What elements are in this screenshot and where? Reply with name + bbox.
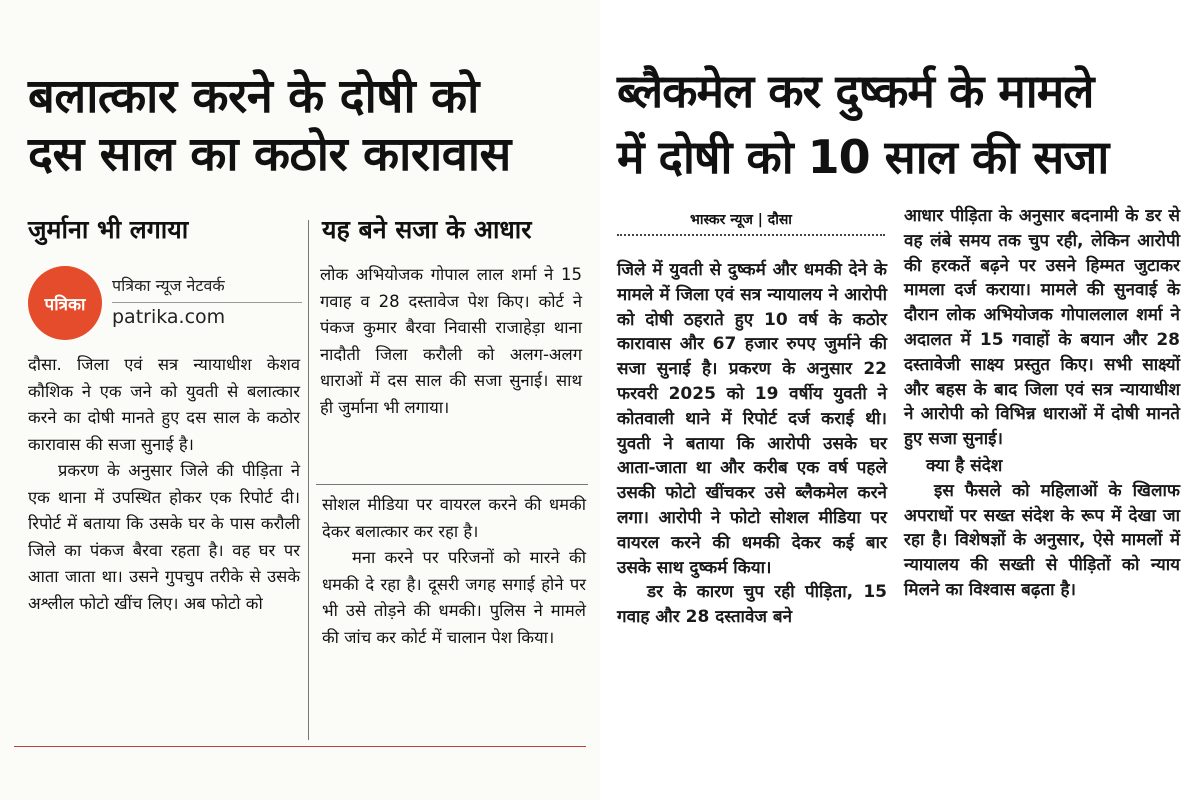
left-bottom-rule	[14, 746, 586, 747]
byline: भास्कर न्यूज | दौसा	[690, 212, 792, 228]
right-body-col1	[617, 258, 887, 630]
basis-text: लोक अभियोजक गोपाल लाल शर्मा ने 15 गवाह व 28 दस्तावेज पेश किए। कोर्ट ने पंकज कुमार बैरवा निवासी राजाहेड़ा थाना नादौती जिला करौली को अलग-अलग धाराओं में दस साल की सजा सुनाई। साथ ही जुर्माना भी लगाया।	[320, 265, 582, 417]
left-body-col2	[322, 492, 586, 651]
right-body-col2	[904, 204, 1180, 603]
byline-dotted-rule	[617, 234, 885, 236]
left-column-rule	[308, 220, 309, 740]
left-subhead-fine: जुर्माना भी लगाया	[28, 215, 189, 244]
left-body-col1	[28, 352, 300, 617]
left-subhead-basis: यह बने सजा के आधार	[322, 215, 532, 244]
right-body-col1-para1: जिले में युवती से दुष्कर्म और धमकी देने के मामले में जिला एवं सत्र न्यायालय ने आरोपी को दोषी ठहराते हुए 10 वर्ष के कठोर कारावास और 67 हजार रुपए जुर्माने की सजा सुनाई है। प्रकरण के अनुसार 22 फरवरी 2025 को 19 वर्षीय युवती ने कोतवाली थाने में रिपोर्ट दर्ज कराई थी। युवती ने बताया कि आरोपी उसके घर आता-जाता था और करीब एक वर्ष पहले उसकी फोटो खींचकर उसे ब्लैकमेल करने लगा। आरोपी ने फोटो सोशल मीडिया पर वायरल करने की धमकी देकर कई बार उसके साथ दुष्कर्म किया।	[617, 260, 887, 578]
left-headline-line2: दस साल का कठोर कारावास	[28, 127, 511, 182]
patrika-logo: पत्रिका	[28, 266, 102, 340]
left-headline-line1: बलात्कार करने के दोषी को	[28, 69, 479, 124]
right-subhead-message: क्या है संदेश	[926, 455, 1003, 476]
source-name: पत्रिका न्यूज नेटवर्क	[112, 276, 225, 295]
basis-box-rule	[316, 484, 588, 485]
right-message-text: इस फैसले को महिलाओं के खिलाफ अपराधों पर सख्त संदेश के रूप में देखा जा रहा है। विशेषज्ञों के अनुसार, ऐसे मामलों में न्यायालय की सख्ती से पीड़ितों को न्याय मिलने का विश्वास बढ़ता है।	[904, 480, 1180, 600]
left-body-col1-para1: दौसा. जिला एवं सत्र न्यायाधीश केशव कौशिक ने एक जने को युवती से बलात्कार करने का दोषी मानते हुए दस साल के कठोर कारावास की सजा सुनाई है।	[28, 355, 300, 454]
right-headline-line2: में दोषी को 10 साल की सजा	[617, 130, 1109, 184]
left-body-col2-para1: सोशल मीडिया पर वायरल करने की धमकी देकर बलात्कार कर रहा है।	[322, 495, 586, 541]
right-body-col1-para2: डर के कारण चुप रही पीड़िता, 15 गवाह और 28 दस्तावेज बने	[617, 582, 887, 628]
left-body-col1-para2: प्रकरण के अनुसार जिले की पीड़िता ने एक थाना में उपस्थित होकर एक रिपोर्ट दी। रिपोर्ट में बताया कि उसके घर के पास करौली जिले का पंकज बैरवा रहता है। वह घर पर आता जाता था। उसने गुपचुप तरीके से उसके अश्लील फोटो खींच लिए। अब फोटो को	[28, 461, 300, 613]
left-body-col2-para2: मना करने पर परिजनों को मारने की धमकी दे रहा है। दूसरी जगह सगाई होने पर भी उसे तोड़ने की धमकी। पुलिस ने मामले की जांच कर कोर्ट में चालान पेश किया।	[322, 548, 586, 647]
source-divider	[112, 302, 302, 303]
right-headline-line1: ब्लैकमेल कर दुष्कर्म के मामले	[617, 64, 1094, 118]
right-body-col2-para1: आधार पीड़िता के अनुसार बदनामी के डर से वह लंबे समय तक चुप रही, लेकिन आरोपी की हरकतें बढ़ने पर उसने हिम्मत जुटाकर मामला दर्ज कराया। मामले की सुनवाई के दौरान लोक अभियोजक गोपाललाल शर्मा ने अदालत में 15 गवाहों के बयान और 28 दस्तावेजी साक्ष्य प्रस्तुत किए। सभी साक्ष्यों और बहस के बाद जिला एवं सत्र न्यायाधीश ने आरोपी को विभिन्न धाराओं में दोषी मानते हुए सजा सुनाई।	[904, 206, 1180, 450]
source-domain: patrika.com	[112, 306, 226, 328]
basis-box	[320, 262, 582, 421]
